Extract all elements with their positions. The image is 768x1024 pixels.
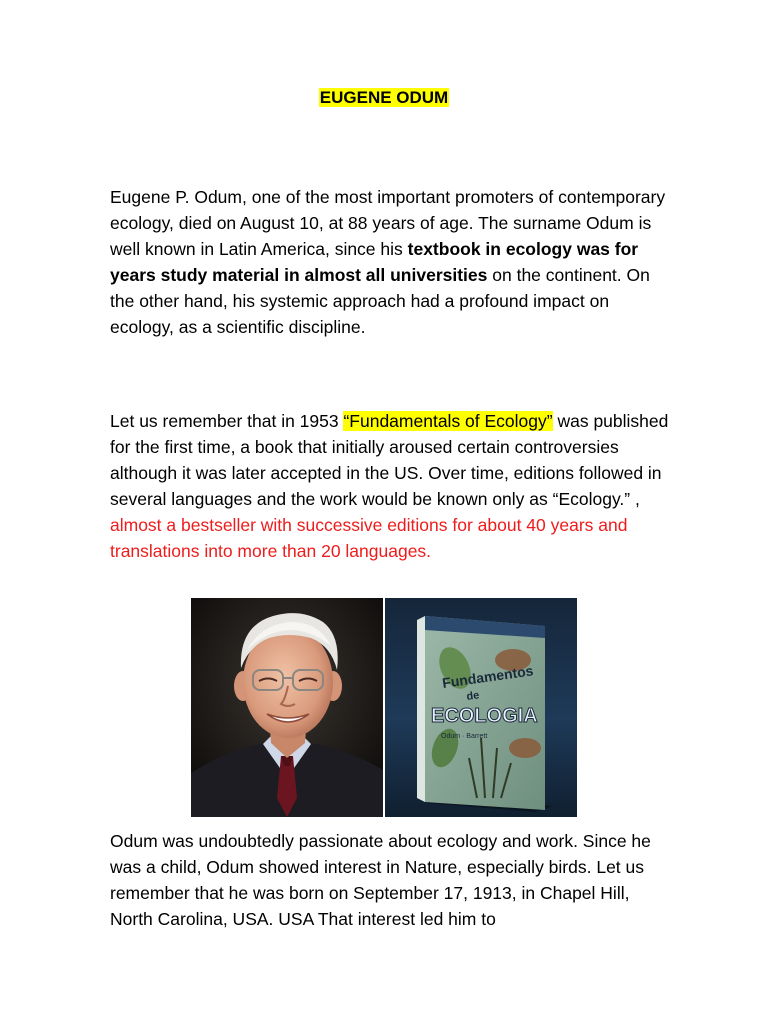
page-title [0,86,768,110]
page-title-text: EUGENE ODUM [319,88,449,107]
paragraph-passion [110,828,670,932]
paragraph-intro [110,184,670,340]
paragraph-fundamentals-text-2: was published for the first time, a book that initially aroused certain controversies although it was later accepted in the US. Over time, editions followed in several languages and the work would be known only as “Ecology.” , [110,411,669,509]
portrait-illustration [191,598,383,817]
book-cover-illustration [385,598,577,817]
paragraph-fundamentals-red: almost a bestseller with successive editions for about 40 years and translations into more than 20 languages. [110,515,628,561]
book-author: Odum · Barrett [441,733,488,740]
paragraph-intro-bold: textbook in ecology was for years study material in almost all universities [110,239,639,285]
book-title-line1: Fundamentos [441,662,535,691]
paragraph-fundamentals-highlight: “Fundamentals of Ecology” [343,411,553,431]
paragraph-intro-text-2: on the continent. On the other hand, his systemic approach had a profound impact on ecology, as a scientific discipline. [110,265,650,337]
book-cover-photo [385,598,577,817]
paragraph-intro-text-1: Eugene P. Odum, one of the most important promoters of contemporary ecology, died on August 10, at 88 years of age. The surname Odum is well known in Latin America, since his [110,187,666,259]
paragraph-passion-text: Odum was undoubtedly passionate about ecology and work. Since he was a child, Odum showed interest in Nature, especially birds. Let us remember that he was born on September 17, 1913, in Chapel Hill, North Carolina, USA. USA That interest led him to [110,831,651,929]
paragraph-fundamentals-text-1: Let us remember that in 1953 [110,411,344,431]
book-title-line2: de [465,689,481,703]
paragraph-fundamentals [110,408,670,564]
portrait-photo [191,598,383,817]
book-title-line3: ECOLOGIA [431,705,538,727]
